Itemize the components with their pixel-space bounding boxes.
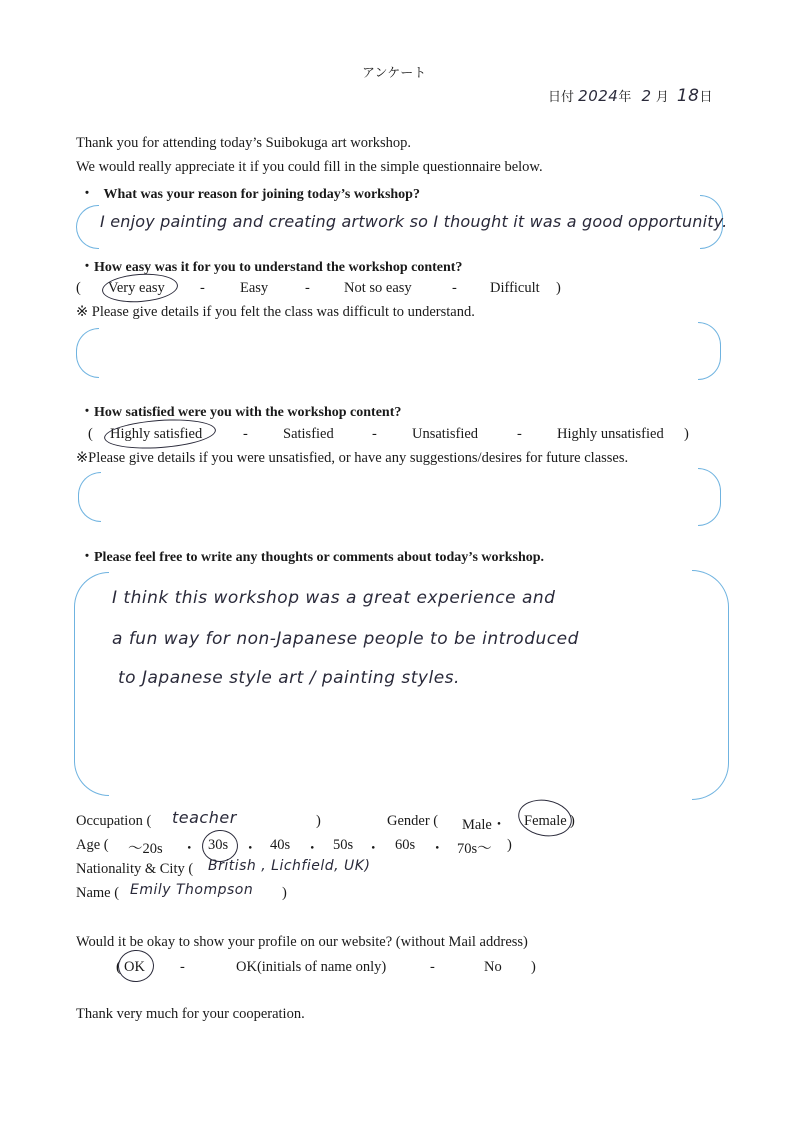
q2-option-not-so-easy[interactable]: Not so easy xyxy=(344,280,412,296)
q3-question: ・How satisfied were you with the workshop content? xyxy=(80,405,402,420)
age-dot-1: ・ xyxy=(182,841,197,857)
q2-open-paren: ( xyxy=(76,280,81,296)
age-dot-3: ・ xyxy=(305,841,320,857)
date-month: 2 xyxy=(641,87,652,105)
q1-answer: I enjoy painting and creating artwork so I thought it was a good opportunity. xyxy=(100,212,728,231)
q3-separator-1: - xyxy=(243,426,248,442)
age-option-70s-plus[interactable]: 70s～ xyxy=(457,841,492,857)
age-dot-4: ・ xyxy=(366,841,381,857)
date-day-suffix: 日 xyxy=(699,90,713,105)
q3-option-highly-satisfied[interactable]: Highly satisfied xyxy=(110,426,203,442)
website-selection-circle xyxy=(117,949,155,983)
intro-line-1: Thank you for attending today’s Suibokuga art workshop. xyxy=(76,135,412,151)
q3-selection-circle xyxy=(103,416,217,452)
website-question: Would it be okay to show your profile on our website? (without Mail address) xyxy=(76,934,528,950)
date-day: 18 xyxy=(676,86,700,106)
q2-bracket-left xyxy=(76,328,99,378)
q2-separator-1: - xyxy=(200,280,205,296)
age-option-under-20s[interactable]: ～20s xyxy=(128,841,163,857)
q2-option-very-easy[interactable]: Very easy xyxy=(108,280,165,296)
occupation-value[interactable]: teacher xyxy=(172,808,237,827)
q2-question: ・How easy was it for you to understand the workshop content? xyxy=(80,260,463,275)
q4-answer-line-3: to Japanese style art / painting styles. xyxy=(118,668,460,688)
q4-bracket-left xyxy=(74,572,109,796)
website-separator-1: - xyxy=(180,959,185,975)
age-dot-2: ・ xyxy=(243,841,258,857)
q3-separator-2: - xyxy=(372,426,377,442)
q1-question: What was your reason for joining today’s workshop? xyxy=(103,187,420,202)
q3-option-highly-unsatisfied[interactable]: Highly unsatisfied xyxy=(557,426,664,442)
age-option-40s[interactable]: 40s xyxy=(270,837,291,853)
website-option-no[interactable]: No xyxy=(484,959,502,975)
website-option-initials[interactable]: OK(initials of name only) xyxy=(236,959,387,975)
intro-line-2: We would really appreciate it if you could fill in the simple questionnaire below. xyxy=(76,159,543,175)
q1-bullet: ・ xyxy=(80,187,94,202)
nationality-label: Nationality & City ( xyxy=(76,861,194,877)
name-label: Name ( xyxy=(76,885,120,901)
website-close-paren: ) xyxy=(531,959,536,975)
q2-bracket-right xyxy=(698,322,721,380)
q3-close-paren: ) xyxy=(684,426,689,442)
closing-text: Thank very much for your cooperation. xyxy=(76,1006,305,1022)
age-option-60s[interactable]: 60s xyxy=(395,837,416,853)
website-option-ok[interactable]: OK xyxy=(124,959,145,975)
q1-bracket-left xyxy=(76,205,99,249)
q3-option-unsatisfied[interactable]: Unsatisfied xyxy=(412,426,479,442)
q3-note: ※Please give details if you were unsatisfied, or have any suggestions/desires for future classes. xyxy=(76,450,629,466)
gender-male[interactable]: Male・ xyxy=(462,817,507,833)
q3-bracket-left xyxy=(78,472,101,522)
date-month-suffix: 月 xyxy=(655,90,669,105)
date-year-suffix: 年 xyxy=(618,90,632,105)
gender-label: Gender ( xyxy=(387,813,439,829)
gender-close: ) xyxy=(570,813,575,829)
date-year: 2024 xyxy=(578,87,619,105)
q2-separator-3: - xyxy=(452,280,457,296)
gender-female[interactable]: Female xyxy=(524,813,567,829)
q2-note: ※ Please give details if you felt the class was difficult to understand. xyxy=(76,304,475,320)
age-label: Age ( xyxy=(76,837,109,853)
page-title: アンケート xyxy=(362,66,427,81)
occupation-label: Occupation ( xyxy=(76,813,152,829)
age-dot-5: ・ xyxy=(430,841,445,857)
q2-close-paren: ) xyxy=(556,280,561,296)
website-open-paren: ( xyxy=(116,959,121,975)
q4-answer-line-1: I think this workshop was a great experience and xyxy=(112,588,556,608)
q3-open-paren: ( xyxy=(88,426,93,442)
q2-option-easy[interactable]: Easy xyxy=(240,280,269,296)
name-value[interactable]: Emily Thompson xyxy=(130,882,254,898)
q3-bracket-right xyxy=(698,468,721,526)
q1-heading xyxy=(80,183,420,203)
name-close: ) xyxy=(282,885,287,901)
q3-separator-3: - xyxy=(517,426,522,442)
q4-bracket-right xyxy=(692,570,729,800)
q4-question: ・Please feel free to write any thoughts or comments about today’s workshop. xyxy=(80,550,545,565)
age-option-30s[interactable]: 30s xyxy=(208,837,229,853)
q4-answer-line-2: a fun way for non-Japanese people to be introduced xyxy=(112,629,579,649)
age-option-50s[interactable]: 50s xyxy=(333,837,354,853)
q2-option-difficult[interactable]: Difficult xyxy=(490,280,540,296)
q2-selection-circle xyxy=(101,271,179,304)
date-field xyxy=(548,86,713,106)
website-separator-2: - xyxy=(430,959,435,975)
occupation-close: ) xyxy=(316,813,321,829)
q2-separator-2: - xyxy=(305,280,310,296)
gender-selection-circle xyxy=(515,796,574,841)
nationality-value[interactable]: British , Lichfield, UK) xyxy=(208,858,371,874)
date-label: 日付 xyxy=(548,90,575,105)
age-close: ) xyxy=(507,837,512,853)
q3-option-satisfied[interactable]: Satisfied xyxy=(283,426,334,442)
